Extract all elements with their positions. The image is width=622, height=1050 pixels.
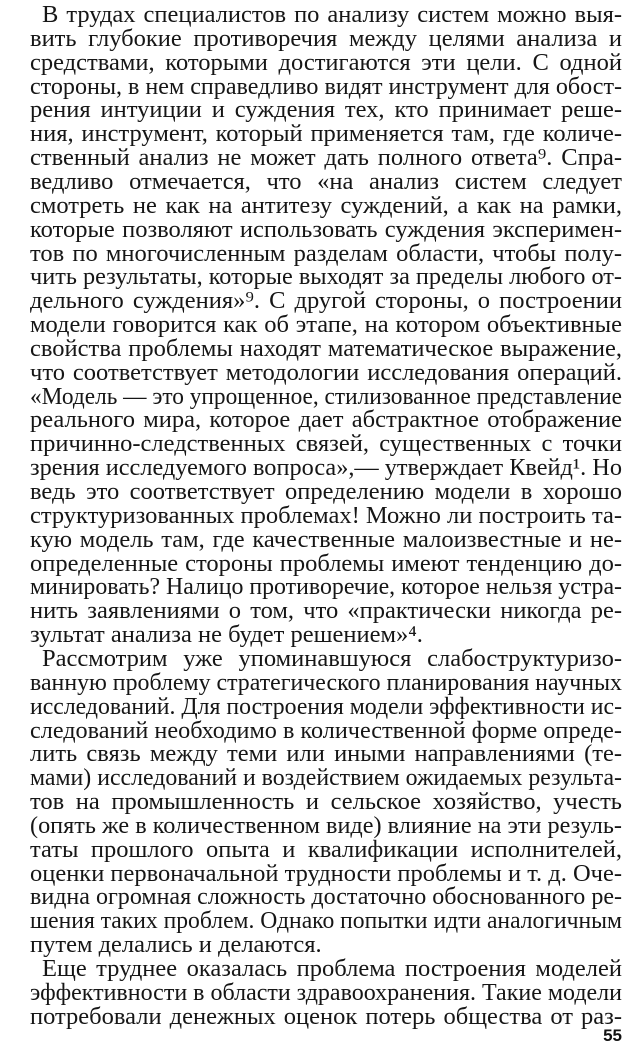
text-line: путем делались и делаются. (30, 931, 322, 959)
text-line: зультат анализа не будет решением»⁴. (30, 621, 423, 649)
text-line: зрения исследуемого вопроса»,— утверждает Квейд¹. Но (30, 454, 622, 482)
text-line: следований необходимо в количественной форме опреде- (30, 716, 622, 744)
text-line: мами) исследований и воздействием ожидаемых результа- (30, 764, 622, 792)
text-line: причинно-следственных связей, существенных с точки (30, 430, 622, 458)
text-line: эффективности в области здравоохранения. Такие модели (30, 978, 622, 1006)
page-number: 55 (603, 1026, 622, 1045)
text-line: Рассмотрим уже упоминавшуюся слабоструктуризо- (42, 644, 622, 672)
text-line: видна огромная сложность достаточно обоснованного ре- (30, 883, 622, 911)
text-line: нить заявлениями о том, что «практически никогда ре- (30, 597, 622, 625)
text-line: (опять же в количественном виде) влияние на эти резуль- (30, 811, 622, 839)
text-line: минировать? Налицо противоречие, которое нельзя устра- (30, 573, 622, 601)
text-line: ственный анализ не может дать полного ответа⁹. Спра- (30, 144, 622, 172)
text-line: свойства проблемы находят математическое выражение, (30, 334, 622, 362)
text-line: структуризованных проблемах! Можно ли построить та- (30, 501, 622, 529)
text-line: средствами, которыми достигаются эти цели. С одной (30, 48, 622, 76)
text-line: В трудах специалистов по анализу систем можно выя- (42, 1, 622, 28)
text-line: чить результаты, которые выходят за пределы любого от- (30, 263, 622, 291)
text-line: ведь это соответствует определению модели в хорошо (30, 478, 622, 505)
text-line: модели говорится как об этапе, на котором объективные (30, 311, 622, 339)
text-line: лить связь между теми или иными направлениями (те- (30, 740, 622, 768)
text-line: стороны, в нем справедливо видят инструмент для обост- (30, 72, 622, 100)
text-line: таты прошлого опыта и квалификации исполнителей, (30, 835, 622, 863)
text-line: оценки первоначальной трудности проблемы и т. д. Оче- (30, 859, 622, 887)
text-line: которые позволяют использовать суждения эксперимен- (30, 215, 622, 243)
text-line: дельного суждения»⁹. С другой стороны, о построении (30, 287, 622, 315)
text-line: потребовали денежных оценок потерь общества от раз- (30, 1002, 622, 1030)
text-line: рения интуиции и суждения тех, кто принимает реше- (30, 96, 622, 124)
text-line: тов по многочисленным разделам области, чтобы полу- (30, 239, 622, 267)
text-line: тов на промышленность и сельское хозяйство, учесть (30, 788, 622, 816)
text-line: ния, инструмент, который применяется там, где количе- (30, 120, 622, 148)
text-line: ведливо отмечается, что «на анализ систем следует (30, 167, 622, 195)
text-line: кую модель там, где качественные малоизвестные и не- (30, 525, 622, 553)
text-line: что соответствует методологии исследования операций. (30, 358, 622, 386)
book-page (30, 0, 622, 1050)
text-line: исследований. Для построения модели эффективности ис- (30, 692, 622, 720)
text-line: реального мира, которое дает абстрактное отображение (30, 406, 622, 434)
text-line: шения таких проблем. Однако попытки идти аналогичным (30, 907, 622, 935)
text-line: вить глубокие противоречия между целями анализа и (30, 24, 622, 52)
text-line: Еще труднее оказалась проблема построения моделей (42, 955, 622, 982)
text-line: определенные стороны проблемы имеют тенденцию до- (30, 549, 622, 577)
text-line: ванную проблему стратегического планирования научных (30, 668, 622, 696)
text-line: «Модель — это упрощенное, стилизованное представление (30, 382, 622, 410)
text-line: смотреть не как на антитезу суждений, а как на рамки, (30, 191, 622, 219)
